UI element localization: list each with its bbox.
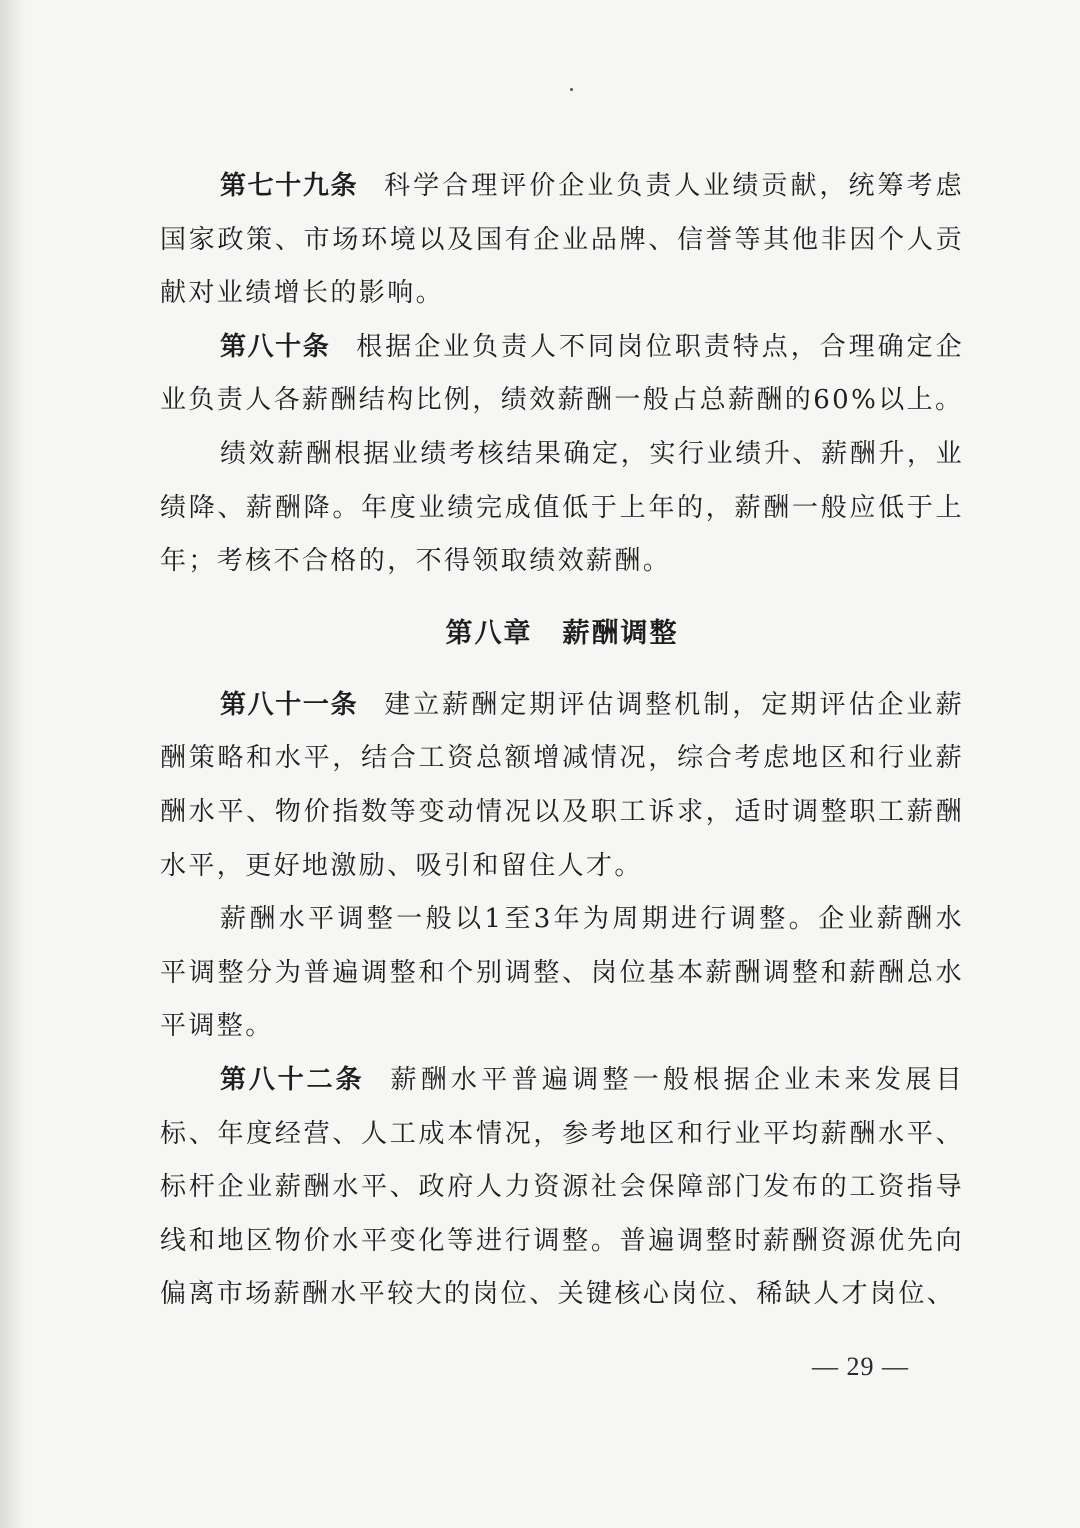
article-79-heading: 第七十九条 — [220, 171, 359, 201]
chapter-heading — [160, 609, 964, 659]
article-81 — [160, 679, 964, 893]
article-82 — [160, 1054, 964, 1322]
article-81-paragraph-2: 薪酬水平调整一般以1至3年为周期进行调整。企业薪酬水平调整分为普遍调整和个别调整、岗位基本薪酬调整和薪酬总水平调整。 — [160, 904, 964, 1042]
article-81-heading: 第八十一条 — [220, 689, 359, 720]
page-number: — 29 — — [812, 1352, 909, 1381]
article-79-text: 科学合理评价企业负责人业绩贡献，统筹考虑国家政策、市场环境以及国有企业品牌、信誉等其他非因个人贡献对业绩增长的影响。 — [160, 171, 964, 309]
scan-edge-shadow — [0, 0, 26, 1528]
article-80-paragraph-2: 绩效薪酬根据业绩考核结果确定，实行业绩升、薪酬升，业绩降、薪酬降。年度业绩完成值低于上年的，薪酬一般应低于上年；考核不合格的，不得领取绩效薪酬。 — [160, 438, 964, 577]
article-80-text: 根据企业负责人不同岗位职责特点，合理确定企业负责人各薪酬结构比例，绩效薪酬一般占总薪酬的60%以上。 — [160, 331, 964, 416]
article-82-heading: 第八十二条 — [220, 1064, 365, 1095]
article-81-text: 建立薪酬定期评估调整机制，定期评估企业薪酬策略和水平，结合工资总额增减情况，综合考虑地区和行业薪酬水平、物价指数等变动情况以及职工诉求，适时调整职工薪酬水平，更好地激励、吸引和留住人才。 — [160, 689, 964, 881]
article-79 — [160, 160, 964, 321]
document-page — [160, 160, 964, 1322]
article-80 — [160, 321, 964, 428]
chapter-number: 第八章 — [445, 617, 533, 649]
article-82-text: 薪酬水平普遍调整一般根据企业未来发展目标、年度经营、人工成本情况，参考地区和行业平均薪酬水平、标杆企业薪酬水平、政府人力资源社会保障部门发布的工资指导线和地区物价水平变化等进行调整。普遍调整时薪酬资源优先向偏离市场薪酬水平较大的岗位、关键核心岗位、稀缺人才岗位、 — [160, 1064, 964, 1310]
chapter-title: 薪酬调整 — [562, 617, 679, 649]
article-80-heading: 第八十条 — [220, 331, 331, 362]
scan-speck — [570, 88, 573, 91]
